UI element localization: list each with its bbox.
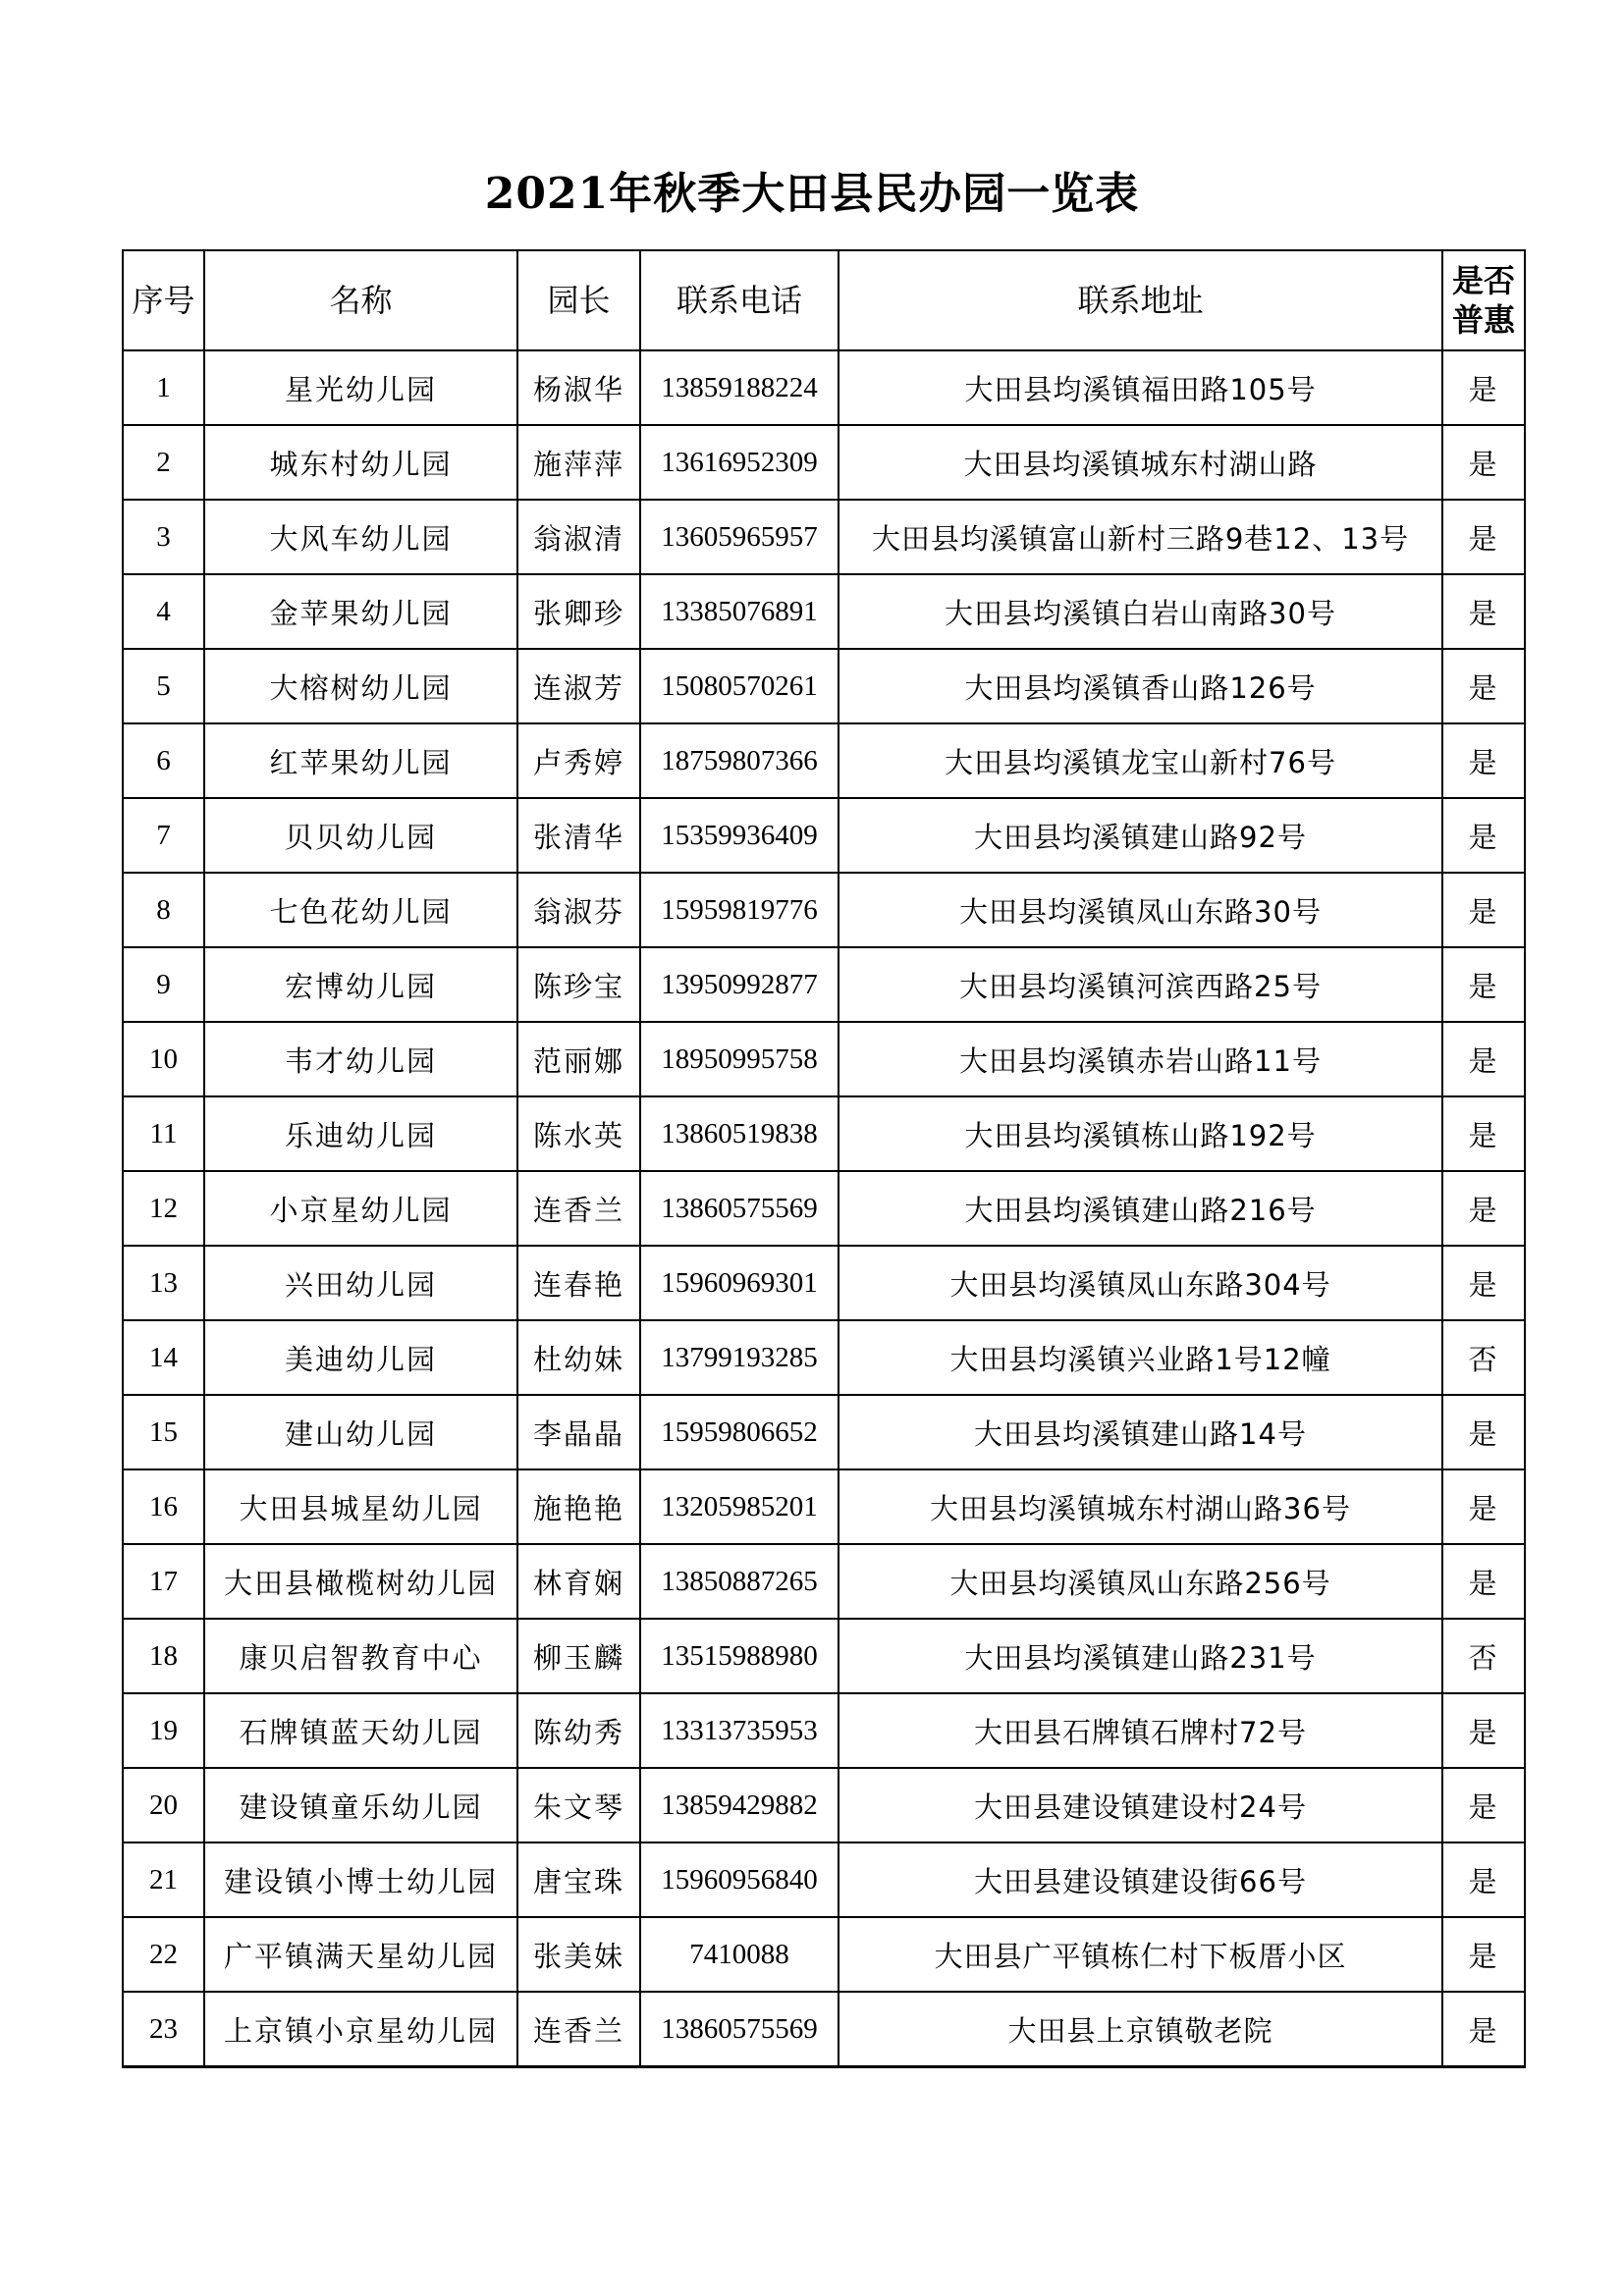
cell-name: 建设镇童乐幼儿园 (204, 1768, 517, 1842)
cell-inclusive: 是 (1442, 350, 1525, 425)
table-row (123, 873, 1525, 947)
cell-phone: 15960969301 (640, 1246, 839, 1320)
cell-index: 3 (123, 500, 204, 574)
cell-address: 大田县均溪镇建山路216号 (839, 1171, 1442, 1246)
table-row (123, 649, 1525, 723)
table-row (123, 1544, 1525, 1619)
cell-name: 大田县城星幼儿园 (204, 1469, 517, 1544)
cell-index: 17 (123, 1544, 204, 1619)
cell-director: 张清华 (517, 798, 640, 873)
cell-director: 范丽娜 (517, 1022, 640, 1096)
table-row (123, 1917, 1525, 1992)
table-row (123, 1842, 1525, 1917)
cell-name: 七色花幼儿园 (204, 873, 517, 947)
cell-name: 乐迪幼儿园 (204, 1096, 517, 1171)
cell-address: 大田县均溪镇建山路231号 (839, 1619, 1442, 1693)
cell-address: 大田县均溪镇凤山东路30号 (839, 873, 1442, 947)
cell-address: 大田县均溪镇香山路126号 (839, 649, 1442, 723)
table-row (123, 425, 1525, 500)
cell-director: 卢秀婷 (517, 723, 640, 798)
cell-name: 兴田幼儿园 (204, 1246, 517, 1320)
header-phone: 联系电话 (640, 250, 839, 350)
cell-index: 10 (123, 1022, 204, 1096)
cell-index: 18 (123, 1619, 204, 1693)
cell-index: 20 (123, 1768, 204, 1842)
cell-index: 14 (123, 1320, 204, 1395)
table-row (123, 798, 1525, 873)
cell-director: 施萍萍 (517, 425, 640, 500)
cell-address: 大田县广平镇栋仁村下板厝小区 (839, 1917, 1442, 1992)
cell-name: 美迪幼儿园 (204, 1320, 517, 1395)
cell-inclusive: 是 (1442, 1171, 1525, 1246)
header-inclusive-line2: 普惠 (1451, 301, 1515, 339)
table-row (123, 574, 1525, 649)
cell-name: 石牌镇蓝天幼儿园 (204, 1693, 517, 1768)
table-row (123, 1469, 1525, 1544)
cell-index: 7 (123, 798, 204, 873)
table-body (123, 350, 1525, 2067)
cell-phone: 13605965957 (640, 500, 839, 574)
cell-phone: 13515988980 (640, 1619, 839, 1693)
cell-phone: 15080570261 (640, 649, 839, 723)
cell-name: 金苹果幼儿园 (204, 574, 517, 649)
cell-director: 张美妹 (517, 1917, 640, 1992)
table-row (123, 500, 1525, 574)
cell-index: 19 (123, 1693, 204, 1768)
table-header-row (123, 250, 1525, 350)
cell-director: 翁淑清 (517, 500, 640, 574)
table-row (123, 1246, 1525, 1320)
cell-director: 陈珍宝 (517, 947, 640, 1022)
cell-phone: 15959806652 (640, 1395, 839, 1469)
cell-index: 6 (123, 723, 204, 798)
cell-index: 23 (123, 1992, 204, 2067)
table-row (123, 723, 1525, 798)
cell-phone: 13859429882 (640, 1768, 839, 1842)
cell-name: 红苹果幼儿园 (204, 723, 517, 798)
cell-inclusive: 是 (1442, 723, 1525, 798)
cell-phone: 13205985201 (640, 1469, 839, 1544)
cell-index: 2 (123, 425, 204, 500)
table-row (123, 1992, 1525, 2067)
cell-director: 杨淑华 (517, 350, 640, 425)
cell-director: 陈幼秀 (517, 1693, 640, 1768)
table-row (123, 1619, 1525, 1693)
cell-index: 9 (123, 947, 204, 1022)
cell-address: 大田县均溪镇龙宝山新村76号 (839, 723, 1442, 798)
cell-inclusive: 是 (1442, 1022, 1525, 1096)
cell-name: 康贝启智教育中心 (204, 1619, 517, 1693)
page-title: 2021年秋季大田县民办园一览表 (484, 169, 1140, 219)
cell-name: 小京星幼儿园 (204, 1171, 517, 1246)
header-address: 联系地址 (839, 250, 1442, 350)
cell-inclusive: 是 (1442, 947, 1525, 1022)
cell-address: 大田县均溪镇栋山路192号 (839, 1096, 1442, 1171)
cell-director: 柳玉麟 (517, 1619, 640, 1693)
table-row (123, 1395, 1525, 1469)
cell-name: 建山幼儿园 (204, 1395, 517, 1469)
cell-phone: 13950992877 (640, 947, 839, 1022)
cell-phone: 13860575569 (640, 1171, 839, 1246)
cell-phone: 13850887265 (640, 1544, 839, 1619)
cell-address: 大田县均溪镇城东村湖山路36号 (839, 1469, 1442, 1544)
cell-name: 城东村幼儿园 (204, 425, 517, 500)
cell-name: 大榕树幼儿园 (204, 649, 517, 723)
cell-inclusive: 是 (1442, 425, 1525, 500)
cell-address: 大田县建设镇建设村24号 (839, 1768, 1442, 1842)
cell-index: 13 (123, 1246, 204, 1320)
table-row (123, 1693, 1525, 1768)
cell-address: 大田县均溪镇建山路14号 (839, 1395, 1442, 1469)
header-inclusive-line1: 是否 (1451, 262, 1515, 299)
header-inclusive (1442, 250, 1525, 350)
cell-inclusive: 是 (1442, 1096, 1525, 1171)
cell-inclusive: 否 (1442, 1320, 1525, 1395)
cell-phone: 13860575569 (640, 1992, 839, 2067)
cell-phone: 13385076891 (640, 574, 839, 649)
cell-inclusive: 是 (1442, 873, 1525, 947)
header-index: 序号 (123, 250, 204, 350)
cell-phone: 18759807366 (640, 723, 839, 798)
kindergarten-table (122, 249, 1526, 2068)
table-row (123, 947, 1525, 1022)
cell-phone: 13859188224 (640, 350, 839, 425)
table-row (123, 1096, 1525, 1171)
cell-index: 22 (123, 1917, 204, 1992)
header-name: 名称 (204, 250, 517, 350)
cell-address: 大田县均溪镇河滨西路25号 (839, 947, 1442, 1022)
cell-index: 16 (123, 1469, 204, 1544)
cell-address: 大田县石牌镇石牌村72号 (839, 1693, 1442, 1768)
cell-name: 贝贝幼儿园 (204, 798, 517, 873)
cell-phone: 15959819776 (640, 873, 839, 947)
cell-director: 张卿珍 (517, 574, 640, 649)
cell-address: 大田县均溪镇城东村湖山路 (839, 425, 1442, 500)
cell-director: 连香兰 (517, 1171, 640, 1246)
cell-name: 星光幼儿园 (204, 350, 517, 425)
cell-director: 连香兰 (517, 1992, 640, 2067)
cell-index: 8 (123, 873, 204, 947)
cell-director: 施艳艳 (517, 1469, 640, 1544)
cell-director: 朱文琴 (517, 1768, 640, 1842)
cell-director: 杜幼妹 (517, 1320, 640, 1395)
cell-director: 连春艳 (517, 1246, 640, 1320)
cell-phone: 13313735953 (640, 1693, 839, 1768)
cell-name: 建设镇小博士幼儿园 (204, 1842, 517, 1917)
table-row (123, 1171, 1525, 1246)
cell-inclusive: 是 (1442, 1693, 1525, 1768)
cell-director: 翁淑芬 (517, 873, 640, 947)
header-director: 园长 (517, 250, 640, 350)
cell-inclusive: 否 (1442, 1619, 1525, 1693)
cell-director: 李晶晶 (517, 1395, 640, 1469)
cell-index: 4 (123, 574, 204, 649)
table-row (123, 1768, 1525, 1842)
cell-inclusive: 是 (1442, 1246, 1525, 1320)
cell-address: 大田县均溪镇福田路105号 (839, 350, 1442, 425)
table-row (123, 350, 1525, 425)
cell-phone: 13616952309 (640, 425, 839, 500)
cell-inclusive: 是 (1442, 1544, 1525, 1619)
cell-index: 11 (123, 1096, 204, 1171)
cell-inclusive: 是 (1442, 1395, 1525, 1469)
cell-inclusive: 是 (1442, 574, 1525, 649)
cell-name: 广平镇满天星幼儿园 (204, 1917, 517, 1992)
cell-phone: 13860519838 (640, 1096, 839, 1171)
cell-inclusive: 是 (1442, 1469, 1525, 1544)
cell-index: 12 (123, 1171, 204, 1246)
cell-director: 连淑芳 (517, 649, 640, 723)
cell-inclusive: 是 (1442, 500, 1525, 574)
cell-index: 21 (123, 1842, 204, 1917)
cell-address: 大田县均溪镇富山新村三路9巷12、13号 (839, 500, 1442, 574)
cell-phone: 15960956840 (640, 1842, 839, 1917)
cell-address: 大田县均溪镇赤岩山路11号 (839, 1022, 1442, 1096)
cell-address: 大田县均溪镇建山路92号 (839, 798, 1442, 873)
cell-index: 5 (123, 649, 204, 723)
cell-index: 1 (123, 350, 204, 425)
cell-director: 陈水英 (517, 1096, 640, 1171)
cell-phone: 18950995758 (640, 1022, 839, 1096)
cell-inclusive: 是 (1442, 798, 1525, 873)
cell-inclusive: 是 (1442, 1842, 1525, 1917)
cell-director: 林育娴 (517, 1544, 640, 1619)
cell-address: 大田县上京镇敬老院 (839, 1992, 1442, 2067)
cell-index: 15 (123, 1395, 204, 1469)
cell-phone: 15359936409 (640, 798, 839, 873)
cell-name: 大风车幼儿园 (204, 500, 517, 574)
table-row (123, 1320, 1525, 1395)
cell-phone: 7410088 (640, 1917, 839, 1992)
cell-address: 大田县均溪镇兴业路1号12幢 (839, 1320, 1442, 1395)
cell-address: 大田县均溪镇凤山东路304号 (839, 1246, 1442, 1320)
cell-inclusive: 是 (1442, 1768, 1525, 1842)
cell-name: 韦才幼儿园 (204, 1022, 517, 1096)
cell-name: 上京镇小京星幼儿园 (204, 1992, 517, 2067)
cell-director: 唐宝珠 (517, 1842, 640, 1917)
cell-inclusive: 是 (1442, 1992, 1525, 2067)
cell-address: 大田县均溪镇白岩山南路30号 (839, 574, 1442, 649)
cell-name: 宏博幼儿园 (204, 947, 517, 1022)
cell-inclusive: 是 (1442, 1917, 1525, 1992)
table-row (123, 1022, 1525, 1096)
cell-address: 大田县建设镇建设街66号 (839, 1842, 1442, 1917)
cell-inclusive: 是 (1442, 649, 1525, 723)
cell-address: 大田县均溪镇凤山东路256号 (839, 1544, 1442, 1619)
cell-phone: 13799193285 (640, 1320, 839, 1395)
cell-name: 大田县橄榄树幼儿园 (204, 1544, 517, 1619)
